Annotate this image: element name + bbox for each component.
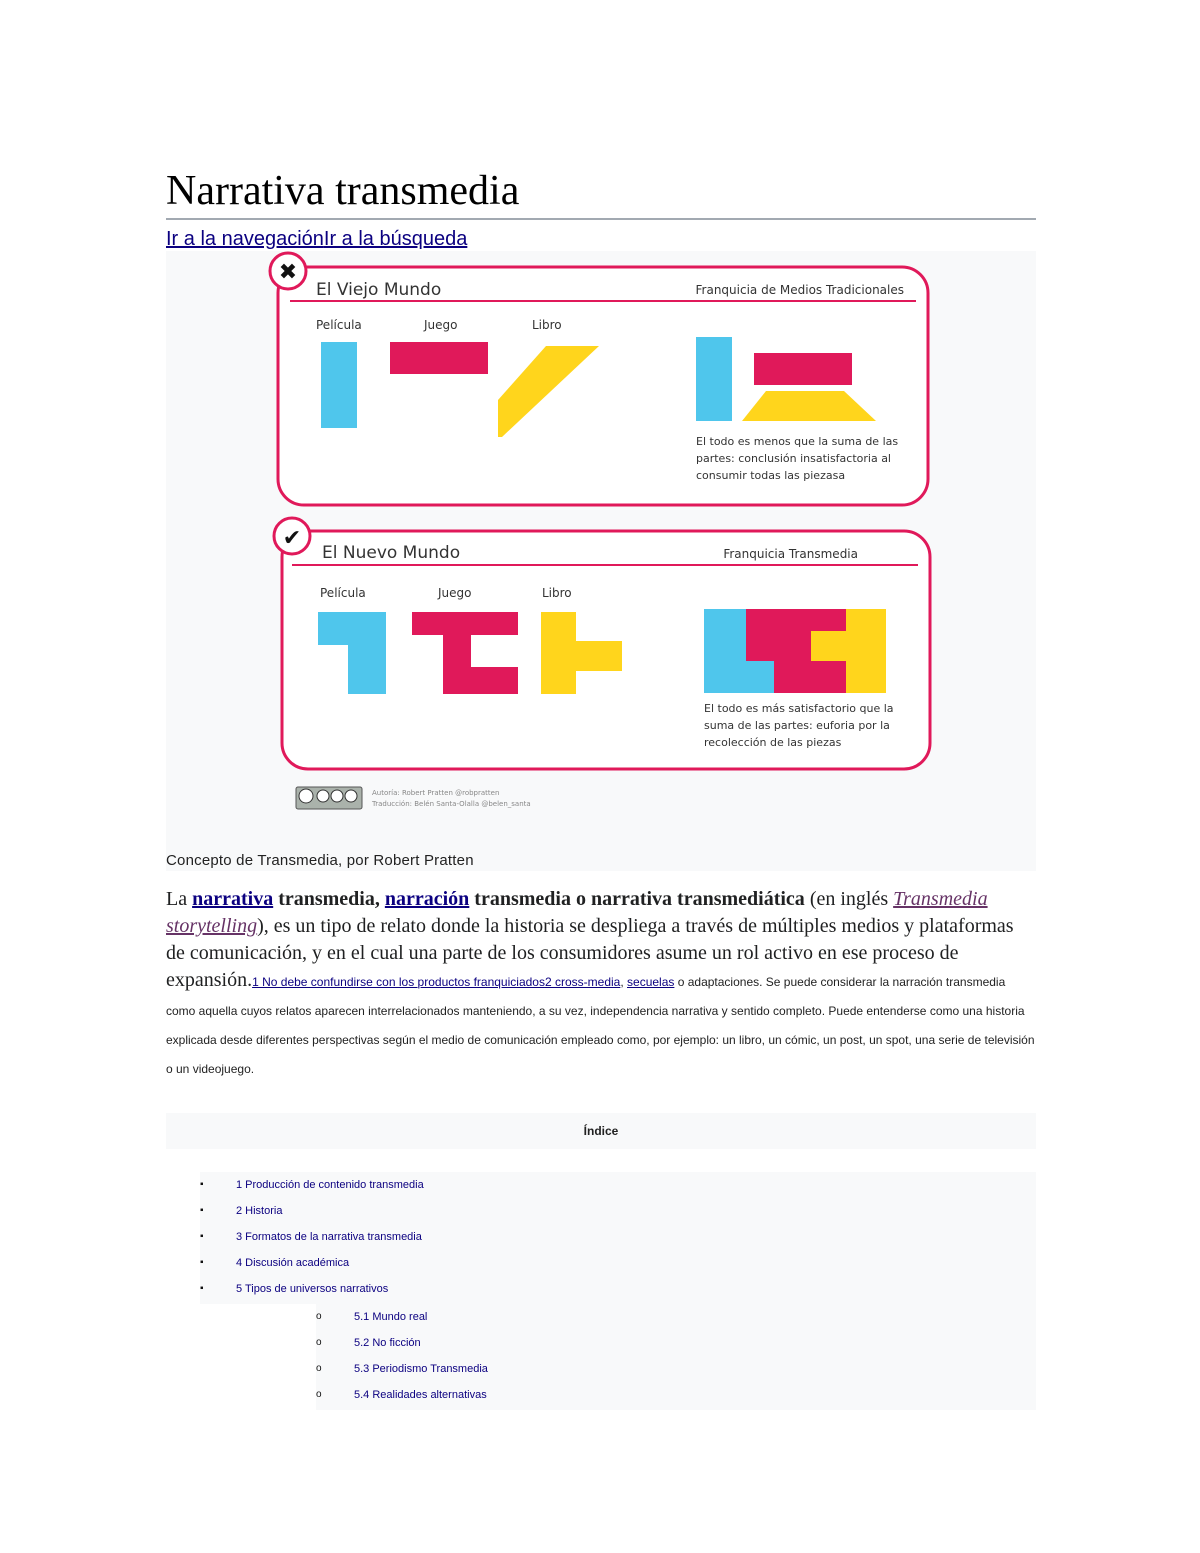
- toc-list: [200, 1172, 1036, 1304]
- new-book-label: Libro: [542, 586, 572, 600]
- toc-item[interactable]: [200, 1198, 1036, 1224]
- toc-item-label[interactable]: 5 Tipos de universos narrativos: [236, 1283, 389, 1295]
- old-film-label: Película: [316, 318, 362, 332]
- new-note-line-3: recolección de las piezas: [704, 736, 842, 749]
- toc-subitem-label[interactable]: 5.3 Periodismo Transmedia: [354, 1363, 488, 1375]
- sa-icon: [345, 790, 357, 802]
- toc-item-label[interactable]: 2 Historia: [236, 1205, 283, 1217]
- check-mark-icon: ✔: [282, 526, 302, 551]
- lead-text: (en inglés: [804, 888, 894, 910]
- new-game-label: Juego: [438, 586, 472, 600]
- old-world-title: El Viejo Mundo: [316, 280, 442, 300]
- toc-subitem-label[interactable]: 5.4 Realidades alternativas: [354, 1389, 487, 1401]
- jump-to-navigation-link[interactable]: Ir a la navegación: [166, 228, 324, 250]
- toc-item-label[interactable]: 1 Producción de contenido transmedia: [236, 1179, 424, 1191]
- note-1-link[interactable]: 1 No debe confundirse con los: [252, 975, 418, 989]
- lead-paragraph: [166, 886, 1036, 1083]
- old-combined-pink: [754, 353, 852, 385]
- circle-bullet-icon: o: [316, 1363, 322, 1374]
- cc-icon: [299, 789, 313, 803]
- secuelas-link[interactable]: secuelas: [627, 975, 675, 989]
- new-note-line-2: suma de las partes: euforia por la: [704, 719, 890, 732]
- old-note-line-3: consumir todas las piezasa: [696, 469, 846, 482]
- note-2-link[interactable]: 2: [544, 975, 555, 989]
- page-title: Narrativa transmedia: [166, 166, 1036, 220]
- toc-item-label[interactable]: 4 Discusión académica: [236, 1257, 350, 1269]
- bullet-icon: ▪: [200, 1283, 204, 1294]
- productos-franquiciados-link[interactable]: productos franquiciados: [417, 975, 545, 989]
- bullet-icon: ▪: [200, 1205, 204, 1216]
- circle-bullet-icon: o: [316, 1337, 322, 1348]
- toc-subitem[interactable]: [316, 1356, 1036, 1382]
- toc-subitem[interactable]: [316, 1382, 1036, 1408]
- lead-small-text: o adaptaciones. Se puede considerar la narración transmedia como aquella cuyos relatos aparecen interrelacionados manteniendo, a su vez, independencia narrativa y sentido completo. Puede entenderse como una historia explicada desde diferentes perspectivas según el medio de comunicación empleado como, por ejemplo: un libro, un cómic, un post, un spot, una serie de televisión o un videojuego.: [166, 975, 1035, 1076]
- jump-links: [166, 226, 467, 252]
- new-film-label: Película: [320, 586, 366, 600]
- toc-item[interactable]: [200, 1224, 1036, 1250]
- narracion-link[interactable]: narración: [384, 888, 470, 910]
- old-note-line-2: partes: conclusión insatisfactoria al: [696, 452, 891, 465]
- toc-subitem[interactable]: [316, 1330, 1036, 1356]
- bullet-icon: ▪: [200, 1179, 204, 1190]
- lead-small-text: ,: [620, 975, 628, 989]
- new-world-franchise: Franquicia Transmedia: [723, 547, 858, 561]
- cross-media-link[interactable]: cross-media: [554, 975, 621, 989]
- toc-subitem-label[interactable]: 5.1 Mundo real: [354, 1311, 428, 1323]
- old-game-label: Juego: [424, 318, 458, 332]
- toc-sublist: [316, 1304, 1036, 1410]
- jump-to-search-link[interactable]: Ir a la búsqueda: [323, 228, 468, 250]
- toc-title: Índice: [166, 1113, 1036, 1149]
- toc-subitem[interactable]: [316, 1304, 1036, 1330]
- credit-line-2: Traducción: Belén Santa-Olalla @belen_santa: [372, 800, 531, 808]
- narrativa-link[interactable]: narrativa: [192, 888, 274, 910]
- toc-item[interactable]: [200, 1276, 1036, 1302]
- lead-bold: transmedia,: [273, 888, 385, 910]
- figure-box: [166, 251, 1036, 871]
- old-world-franchise: Franquicia de Medios Tradicionales: [695, 283, 904, 297]
- toc-item[interactable]: [200, 1250, 1036, 1276]
- toc-item-label[interactable]: 3 Formatos de la narrativa transmedia: [236, 1231, 422, 1243]
- by-icon: [317, 790, 329, 802]
- lead-text: ), es un tipo de relato donde la historia se despliega a través de múltiples medios y plataformas de comunicación, y en el cual una parte de los consumidores asume un rol activo en ese proceso de expansión.: [166, 915, 1014, 991]
- old-note-line-1: El todo es menos que la suma de las: [696, 435, 899, 448]
- transmedia-diagram[interactable]: [266, 251, 946, 851]
- bullet-icon: ▪: [200, 1257, 204, 1268]
- transmedia-storytelling-link[interactable]: Transmedia storytelling: [166, 888, 988, 937]
- lead-text: La: [166, 888, 193, 910]
- circle-bullet-icon: o: [316, 1389, 322, 1400]
- old-film-piece: [321, 342, 357, 428]
- bullet-icon: ▪: [200, 1231, 204, 1242]
- old-game-piece: [390, 342, 488, 374]
- new-world-title: El Nuevo Mundo: [322, 543, 461, 563]
- toc-subitem-label[interactable]: 5.2 No ficción: [354, 1337, 421, 1349]
- figure-caption: Concepto de Transmedia, por Robert Pratten: [166, 852, 474, 869]
- x-mark-icon: ✖: [278, 260, 298, 285]
- credit-line-1: Autoría: Robert Pratten @robpratten: [372, 789, 500, 797]
- old-book-label: Libro: [532, 318, 562, 332]
- old-combined-blue: [696, 337, 732, 421]
- circle-bullet-icon: o: [316, 1311, 322, 1322]
- nc-icon: [331, 790, 343, 802]
- toc-item[interactable]: [200, 1172, 1036, 1198]
- new-note-line-1: El todo es más satisfactorio que la: [704, 702, 894, 715]
- lead-bold: transmedia o narrativa transmediática: [469, 888, 805, 910]
